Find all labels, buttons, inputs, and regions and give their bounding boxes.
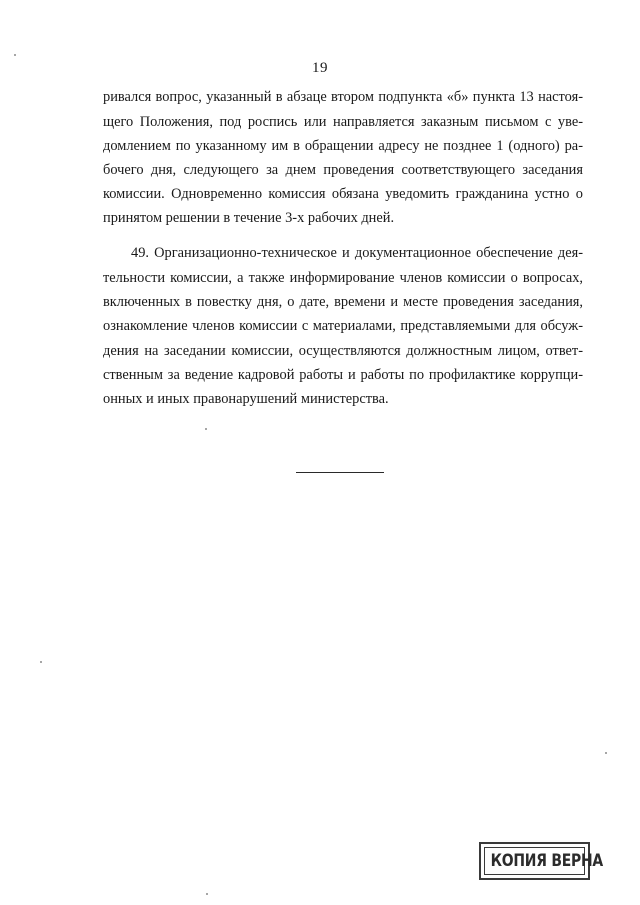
- page-number: 19: [312, 60, 328, 76]
- text-line: принятом решении в течение 3-х рабочих дней.: [103, 210, 395, 226]
- scan-speck: [40, 661, 42, 663]
- scan-speck: [205, 428, 207, 430]
- text-line: ознакомление членов комиссии с материалами, представляемыми для обсуж-: [103, 318, 583, 334]
- end-divider: [296, 472, 384, 473]
- scan-speck: [14, 54, 16, 56]
- copy-certified-stamp: [479, 842, 603, 880]
- text-line: бочего дня, следующего за днем проведения соответствующего заседания: [103, 162, 583, 178]
- text-line: онных и иных правонарушений министерства.: [103, 391, 389, 407]
- text-line: домлением по указанному им в обращении адресу не позднее 1 (одного) ра-: [103, 138, 583, 154]
- text-line: 49. Организационно-техническое и документационное обеспечение дея-: [131, 245, 583, 261]
- text-line: щего Положения, под роспись или направляется заказным письмом с уве-: [103, 114, 583, 130]
- text-line: комиссии. Одновременно комиссия обязана уведомить гражданина устно о: [103, 186, 583, 202]
- text-line: дения на заседании комиссии, осуществляются должностным лицом, ответ-: [103, 343, 583, 359]
- text-line: тельности комиссии, а также информирование членов комиссии о вопросах,: [103, 270, 583, 286]
- text-line: включенных в повестку дня, о дате, времени и месте проведения заседания,: [103, 294, 583, 310]
- stamp-text: КОПИЯ ВЕРНА: [490, 851, 603, 871]
- text-line: ственным за ведение кадровой работы и работы по профилактике коррупци-: [103, 367, 583, 383]
- text-line: ривался вопрос, указанный в абзаце втором подпункта «б» пункта 13 настоя-: [103, 89, 583, 105]
- scan-speck: [605, 752, 607, 754]
- scan-speck: [206, 893, 208, 895]
